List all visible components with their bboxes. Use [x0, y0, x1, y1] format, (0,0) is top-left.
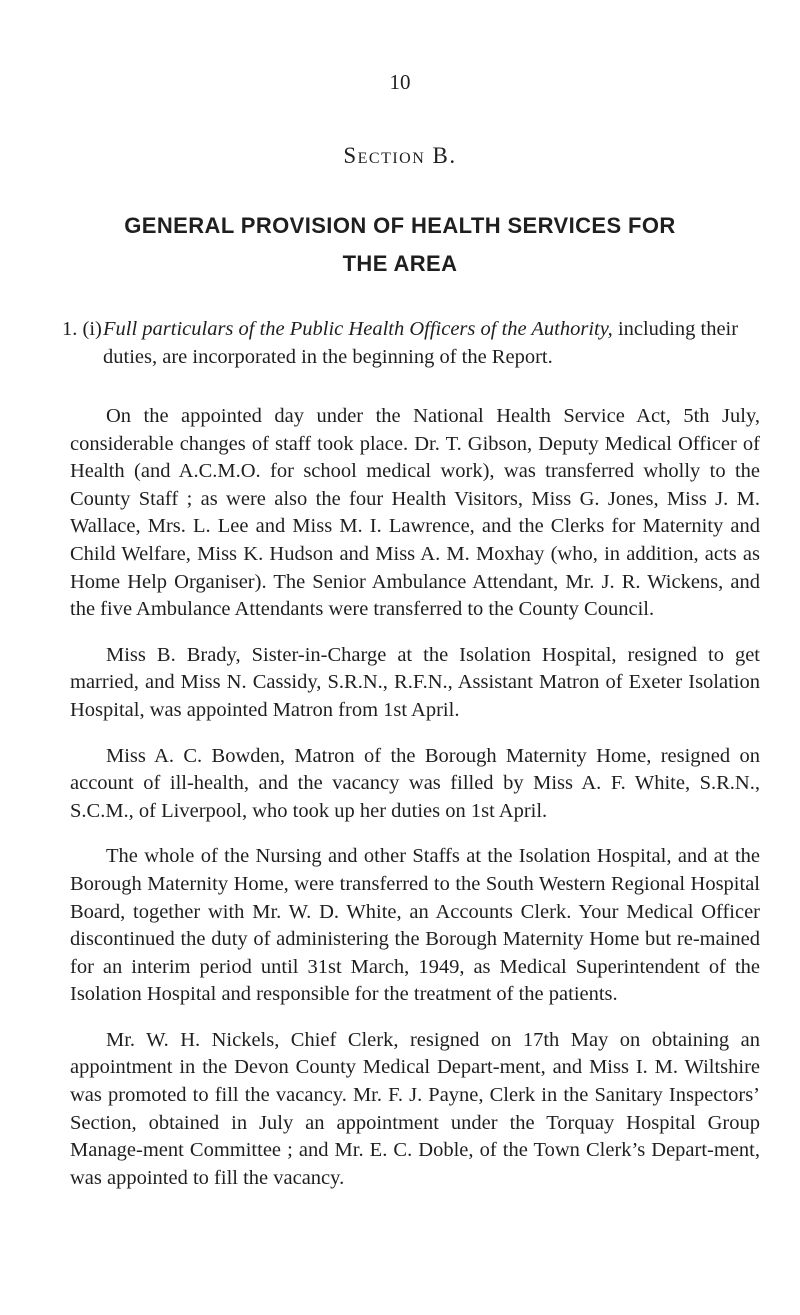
page-number: 10 — [389, 70, 411, 94]
main-heading-line-2: THE AREA — [342, 251, 458, 276]
section-title: Section B. — [343, 143, 457, 168]
item-lead-italic: Full particulars of the Public Health Officers of the Authority, — [103, 318, 613, 340]
paragraph-isolation-matron: Miss B. Brady, Sister-in-Charge at the Isolation Hospital, resigned to get married, and Miss N. Cassidy, S.R.N., R.F.N., Assistant Matron of Exeter Isolation Hospital, was appointed Matron from 1st April. — [70, 643, 760, 721]
main-heading-line-1: GENERAL PROVISION OF HEALTH SERVICES FOR — [124, 213, 676, 238]
item-rest-text: including their duties, are incorporated in the beginning of the Report. — [103, 318, 739, 368]
body-text — [70, 403, 760, 1210]
main-heading — [0, 207, 800, 283]
item-label: 1. (i) — [62, 318, 102, 340]
paragraph-hospital-transfer: The whole of the Nursing and other Staffs at the Isolation Hospital, and at the Borough Maternity Home, were transferred to the South Western Regional Hospital Board, together with Mr. W. D. White, an Accounts Clerk. Your Medical Officer discontinued the duty of administering the Borough Maternity Home but re-mained for an interim period until 31st March, 1949, as Medical Superintendent of the Isolation Hospital and responsible for the treatment of the patients. — [70, 845, 760, 1006]
paragraph-clerk-changes: Mr. W. H. Nickels, Chief Clerk, resigned on 17th May on obtaining an appointment in the Devon County Medical Depart-ment, and Miss I. M. Wiltshire was promoted to fill the vacancy. Mr. F. J. Payne, Clerk in the Sanitary Inspectors’ Section, obtained in July an appointment under the Torquay Hospital Group Manage-ment Committee ; and Mr. E. C. Doble, of the Town Clerk’s Depart-ment, was appointed to fill the vacancy. — [70, 1028, 760, 1189]
paragraph-maternity-matron: Miss A. C. Bowden, Matron of the Borough Maternity Home, resigned on account of ill-health, and the vacancy was filled by Miss A. F. White, S.R.N., S.C.M., of Liverpool, who took up her duties on 1st April. — [70, 744, 760, 822]
item-body — [103, 315, 762, 371]
numbered-item-1 — [62, 315, 762, 371]
paragraph-staff-changes: On the appointed day under the National Health Service Act, 5th July, considerable changes of staff took place. Dr. T. Gibson, Deputy Medical Officer of Health (and A.C.M.O. for school medical work), was transferred wholly to the County Staff ; as were also the four Health Visitors, Miss G. Jones, Miss J. M. Wallace, Mrs. L. Lee and Miss M. I. Lawrence, and the Clerks for Maternity and Child Welfare, Miss K. Hudson and Miss A. M. Moxhay (who, in addition, acts as Home Help Organiser). The Senior Ambulance Attendant, Mr. J. R. Wickens, and the five Ambulance Attendants were transferred to the County Council. — [70, 405, 760, 621]
